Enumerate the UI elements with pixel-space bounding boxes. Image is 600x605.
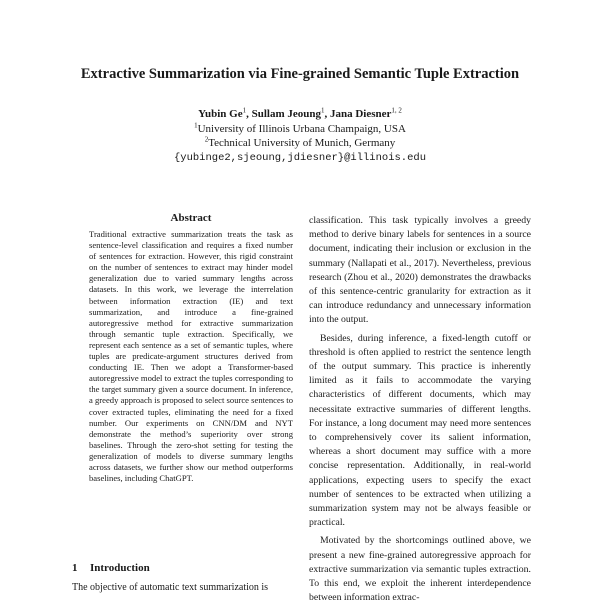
introduction-text: The objective of automatic text summarization is: [72, 582, 269, 593]
section-heading: [72, 562, 150, 574]
abstract-heading: Abstract: [170, 212, 212, 224]
affiliation: [0, 123, 600, 135]
paper-title: Extractive Summarization via Fine-grained Semantic Tuple Extraction: [80, 66, 520, 82]
affiliation-marker: 2: [204, 135, 209, 144]
author-affiliation-marker: 1: [321, 106, 325, 115]
affiliation-text: Technical University of Munich, Germany: [208, 137, 396, 149]
paragraph: classification. This task typically involves a greedy method to derive binary labels for sentences in a source document, indicating their inclusion or exclusion in the summary (Nallapati et al., 2017). Nevertheless, previous research (Zhou et al., 2020) demonstrates the drawbacks of this sentence-centric granularity for extraction as it can introduce redundancy and unnecessary information into the output.: [309, 215, 531, 326]
affiliation-text: University of Illinois Urbana Champaign, USA: [197, 123, 406, 135]
abstract-text: Traditional extractive summarization treats the task as sentence-level classification and requires a fixed number of sentences for extraction. However, this rigid constraint on the number of sentences to extract may hinder model generalization due to varied summary lengths across datasets. In this work, we leverage the interrelation between information extraction (IE) and text summarization, and introduce a fine-grained autoregressive method for extractive summarization through semantic tuple extraction. Specifically, we represent each sentence as a set of semantic tuples, where tuples are predicate-argument structures derived from conducting IE. Then we adopt a Transformer-based autoregressive model to extract the tuples corresponding to the target summary given a source document. In inference, a greedy approach is proposed to select source sentences to cover extracted tuples, eliminating the need for a fixed number. Our experiments on CNN/DM and NYT demonstrate the method’s superiority over strong baselines. Through the zero-shot setting for testing the generalization of models to diverse summary lengths across datasets, we further show our method outperforms baselines, including ChatGPT.: [89, 229, 293, 484]
paragraph: Motivated by the shortcomings outlined above, we present a new fine-grained autoregressive approach for extractive summarization via semantic tuples extraction. To this end, we exploit the inherent interdependence between information extrac-: [309, 535, 531, 604]
section-title: Introduction: [90, 562, 150, 574]
author-affiliation-marker: 1: [242, 106, 247, 115]
author-list: Yubin Ge$^1$, Sullam Jeoung$^1$, Jana Diesner$^{1, 2}$: [198, 106, 402, 120]
paragraph: Besides, during inference, a fixed-length cutoff or threshold is often applied to restrict the sentence length of the output summary. This practice is inherently limited as it fails to accommodate the varying characteristics of different documents, which may necessitate extractive summaries of different lengths. For instance, a long document may need more sentences to comprehensively cover its salient information, whereas a short document may suffice with a more concise representation. Additionally, in real-world applications, expecting users to specify the exact number of sentences to be extracted when utilizing a summarization system may not be always feasible or practical.: [309, 332, 531, 529]
author-name: Sullam Jeoung: [251, 108, 321, 120]
author-name: Yubin Ge: [198, 108, 243, 120]
author-email: {yubinge2,sjeoung,jdiesner}@illinois.edu: [173, 152, 427, 164]
right-column-text: [309, 214, 531, 605]
affiliation-marker: 1: [194, 121, 198, 130]
affiliation: [0, 137, 600, 149]
author-affiliation-marker: 1, 2: [391, 106, 402, 115]
section-number: 1: [72, 562, 78, 574]
author-name: Jana Diesner: [330, 108, 392, 120]
